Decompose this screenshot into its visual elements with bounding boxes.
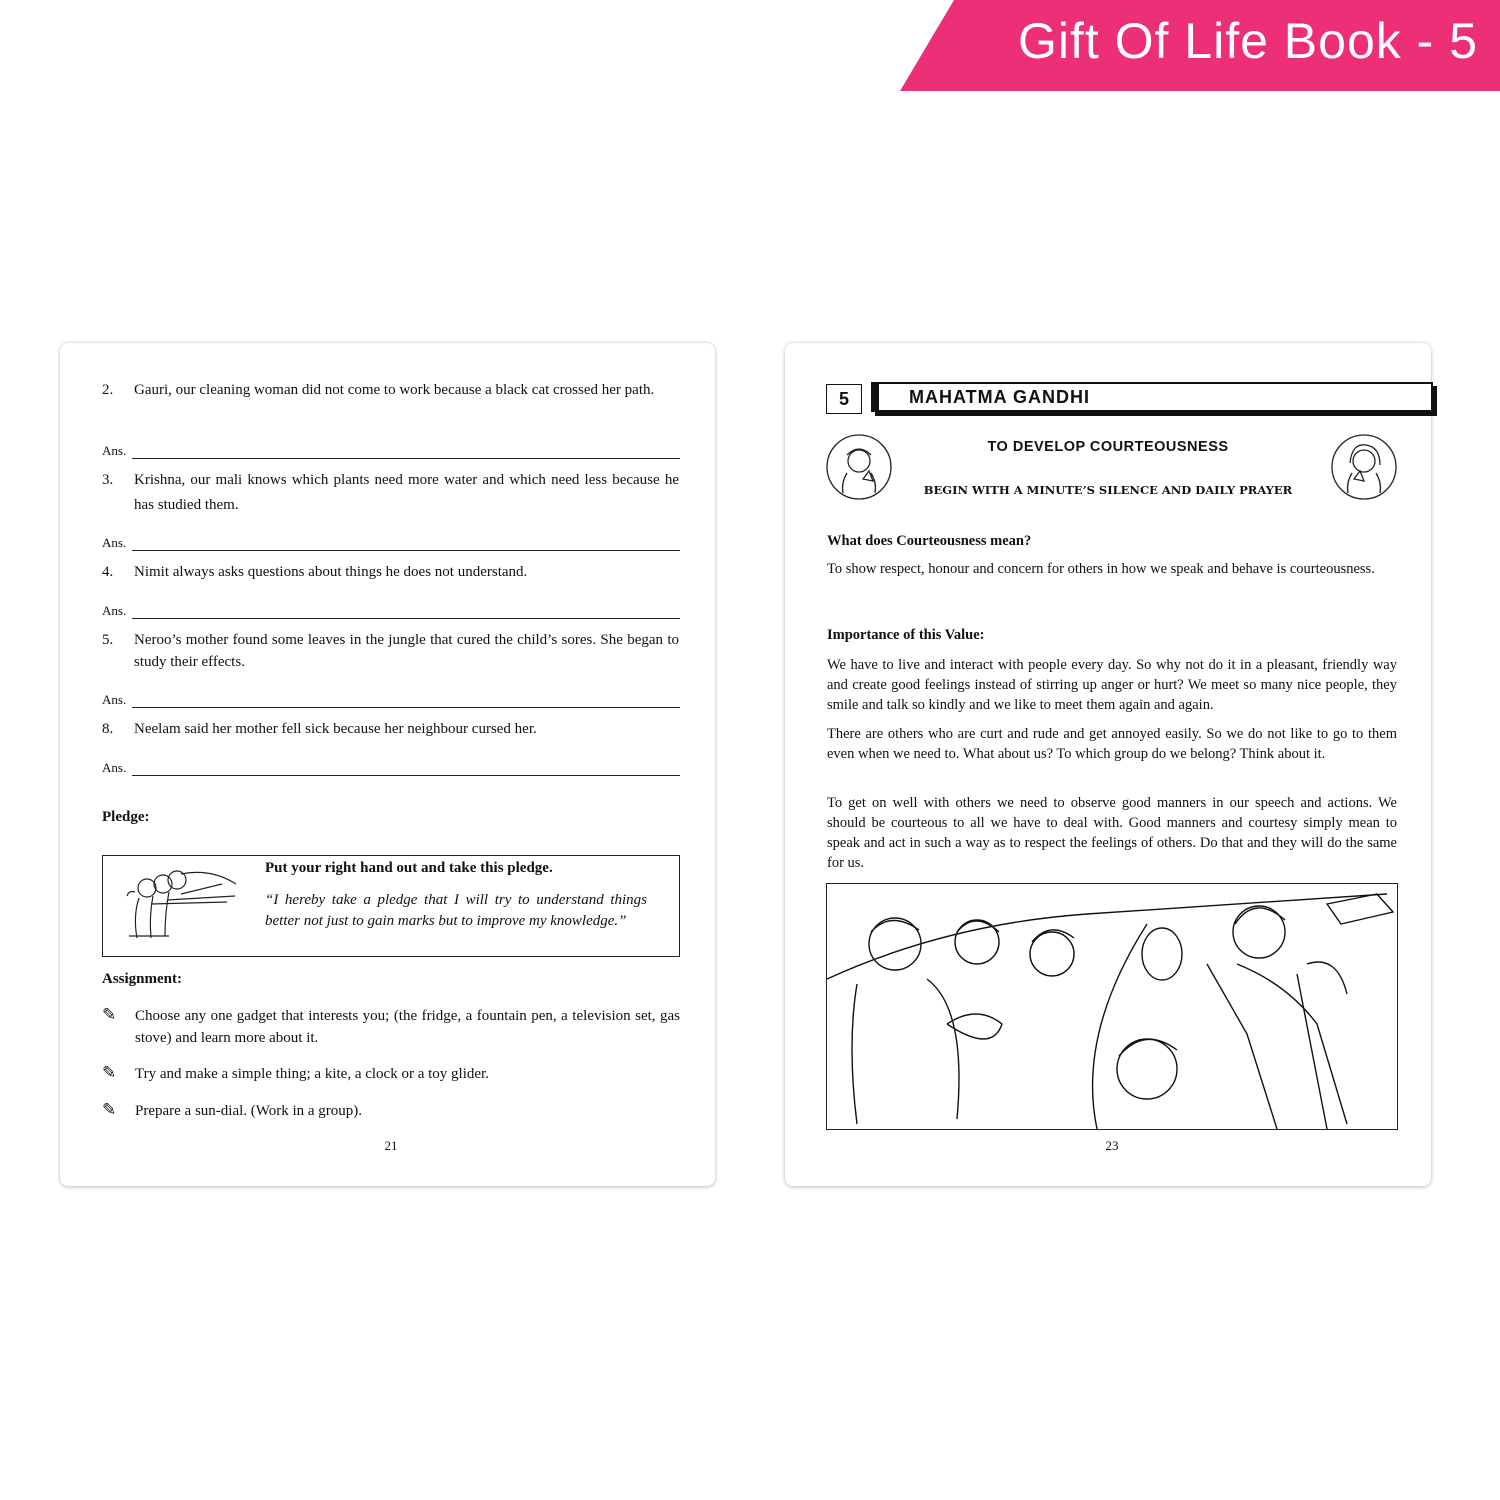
pledge-heading: Pledge: <box>102 809 150 825</box>
question-number: 5. <box>102 632 114 648</box>
banner-title: Gift Of Life Book - 5 <box>1017 13 1478 69</box>
assignment-text: Try and make a simple thing; a kite, a clock or a toy glider. <box>135 1066 489 1082</box>
assignment-item <box>102 1100 682 1122</box>
question-text: Gauri, our cleaning woman did not come to work because a black cat crossed her path. <box>134 382 655 398</box>
family-illustration <box>826 883 1398 1130</box>
page-number: 23 <box>1105 1138 1119 1153</box>
body-paragraph: We have to live and interact with people every day. So why not do it in a pleasant, friendly way and create good feelings instead of stirring up anger or hurt? We meet so many nice people, they smile and talk so kindly and we like to meet them again and again. <box>827 657 1397 713</box>
answer-line[interactable] <box>102 760 680 776</box>
answer-line[interactable] <box>102 692 680 708</box>
left-page <box>60 343 715 1186</box>
question-number: 4. <box>102 564 114 580</box>
answer-label: Ans. <box>102 692 127 707</box>
pledge-children-illustration <box>117 866 242 946</box>
answer-label: Ans. <box>102 760 127 775</box>
question-number: 2. <box>102 382 114 398</box>
objective-heading: TO DEVELOP COURTEOUSNESS <box>987 439 1229 455</box>
page-number: 21 <box>384 1138 398 1153</box>
pledge-title: Put your right hand out and take this pledge. <box>265 860 553 876</box>
answer-line[interactable] <box>102 603 680 619</box>
pencil-icon: ✎ <box>102 1100 117 1119</box>
assignment-heading: Assignment: <box>102 971 183 987</box>
question-text: Neelam said her mother fell sick because her neighbour cursed her. <box>134 721 537 737</box>
answer-label: Ans. <box>102 535 127 550</box>
instruction-heading: BEGIN WITH A MINUTE’S SILENCE AND DAILY PRAYER <box>923 483 1293 497</box>
pledge-text: “I hereby take a pledge that I will try to understand things better not just to gain marks but to improve my knowledge.” <box>265 892 647 929</box>
answer-label: Ans. <box>102 603 127 618</box>
assignment-text: Prepare a sun-dial. (Work in a group). <box>135 1103 363 1119</box>
pledge-box <box>102 855 680 957</box>
pencil-icon: ✎ <box>102 1063 117 1082</box>
body-paragraph: There are others who are curt and rude and get annoyed easily. So we do not like to go to them even when we need to. What about us? To which group do we belong? Think about it. <box>827 726 1397 762</box>
question-text: Krishna, our mali knows which plants need more water and which need less because he has studied them. <box>134 472 679 513</box>
assignment-item <box>102 1063 682 1085</box>
body-paragraph: To get on well with others we need to observe good manners in our speech and actions. We should be courteous to all we have to deal with. Good manners and courtesy simply mean to speak and act in such a way as to respect the feelings of others. Do that and they will do the same for us. <box>827 795 1397 871</box>
importance-heading: Importance of this Value: <box>827 627 985 643</box>
question-number: 3. <box>102 472 114 488</box>
answer-line[interactable] <box>102 535 680 551</box>
assignment-item <box>102 1005 682 1049</box>
pencil-icon: ✎ <box>102 1005 117 1024</box>
assignment-text: Choose any one gadget that interests you; (the fridge, a fountain pen, a television set, gas stove) and learn more about it. <box>135 1008 680 1046</box>
question-number: 8. <box>102 721 114 737</box>
family-scene-drawing <box>827 884 1397 1129</box>
right-page <box>785 343 1431 1186</box>
chapter-title: MAHATMA GANDHI <box>871 382 1433 412</box>
question-heading: What does Courteousness mean? <box>827 533 1032 549</box>
answer-line[interactable] <box>102 443 680 459</box>
answer-label: Ans. <box>102 443 127 458</box>
question-text: Neroo’s mother found some leaves in the jungle that cured the child’s sores. She began to study their effects. <box>134 632 679 670</box>
chapter-number: 5 <box>826 384 862 414</box>
definition-paragraph: To show respect, honour and concern for others in how we speak and behave is courteousness. <box>827 561 1375 577</box>
question-text: Nimit always asks questions about things he does not understand. <box>134 564 528 580</box>
